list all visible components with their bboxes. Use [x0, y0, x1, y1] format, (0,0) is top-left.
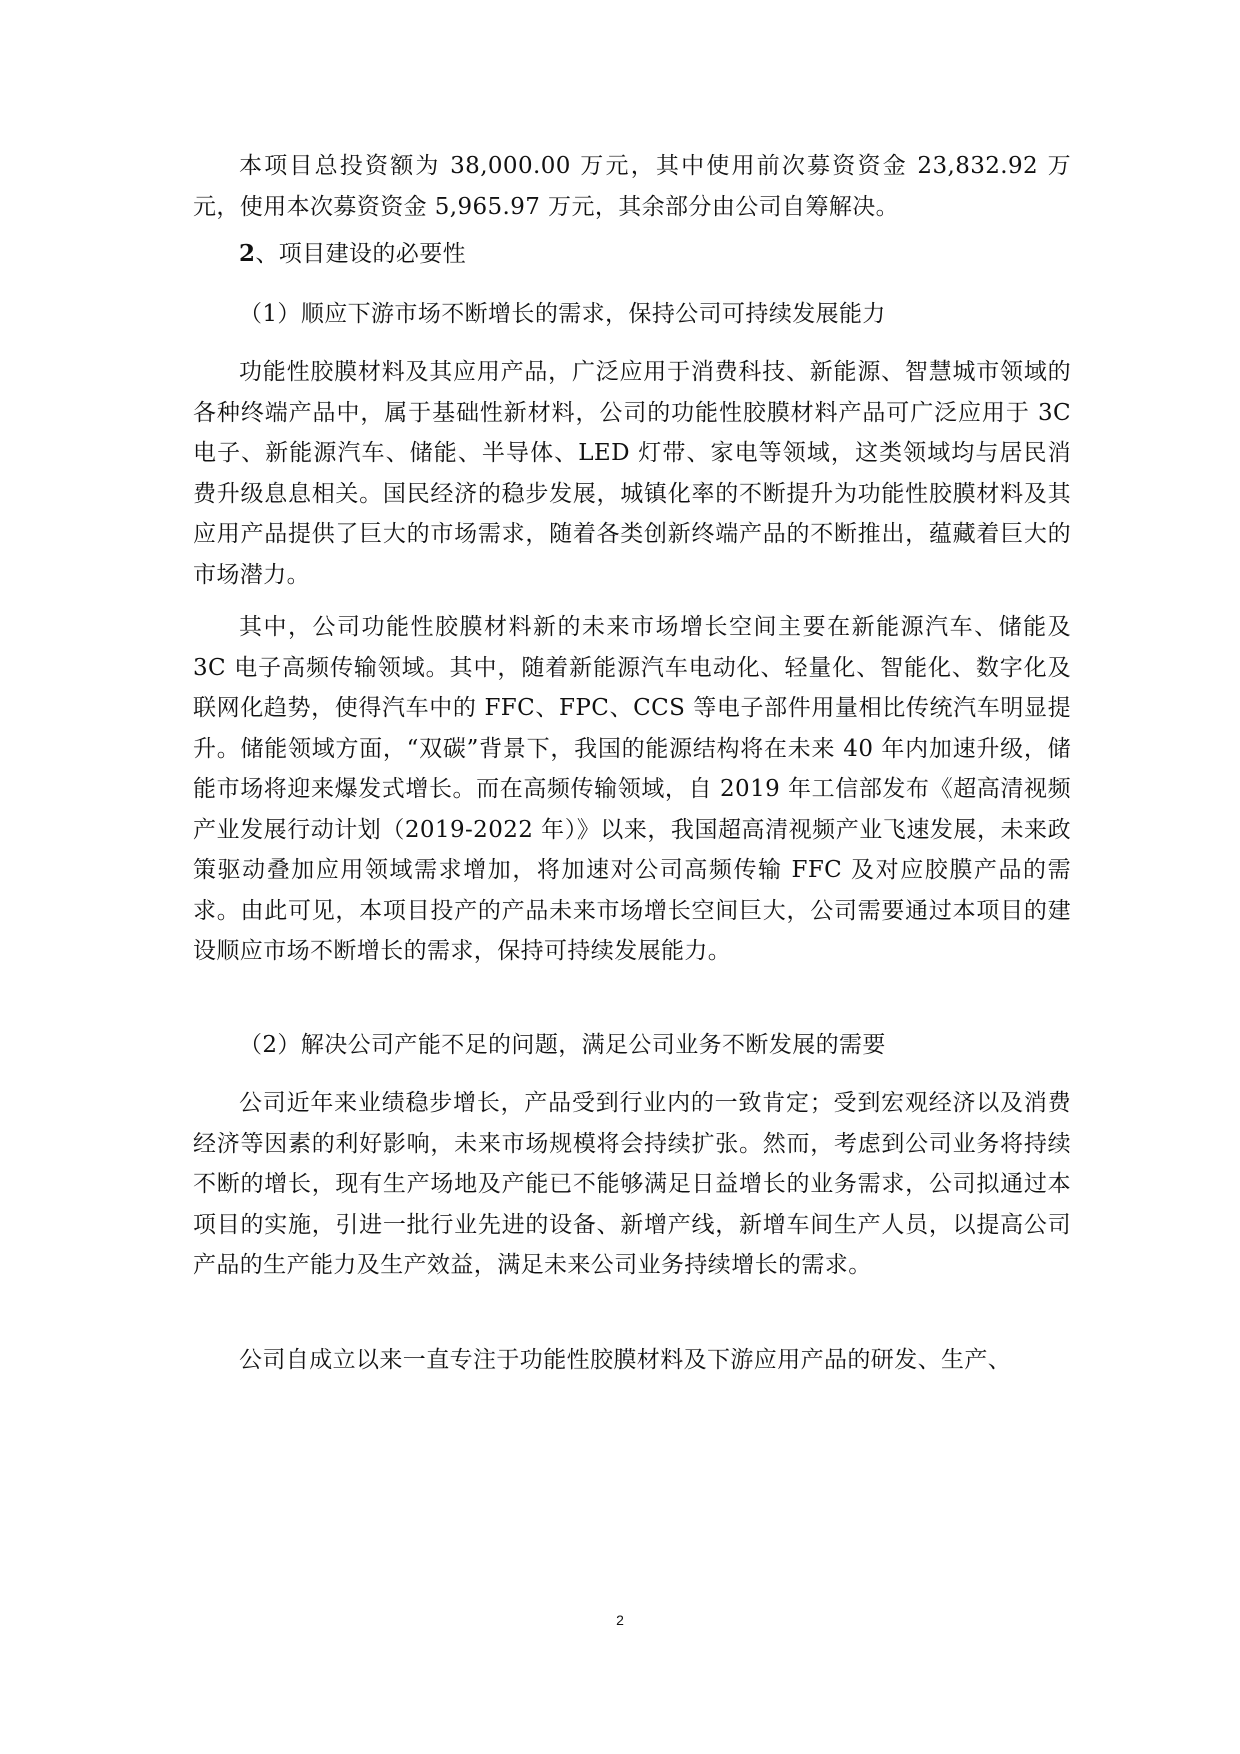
subheading-capacity: （2）解决公司产能不足的问题，满足公司业务不断发展的需要 — [239, 1032, 886, 1058]
market-paragraph-1: 功能性胶膜材料及其应用产品，广泛应用于消费科技、新能源、智慧城市领域的各种终端产品中，属于基础性新材料，公司的功能性胶膜材料产品可广泛应用于 3C 电子、新能源汽车、储能、半导体、LED 灯带、家电等领域，这类领域均与居民消费升级息息相关。国民经济的稳步发展，城镇化率的不断提升为功能性胶膜材料及其应用产品提供了巨大的市场需求，随着各类创新终端产品的不断推出，蕴藏着巨大的市场潜力。 — [193, 359, 1071, 588]
subheading-market-demand: （1）顺应下游市场不断增长的需求，保持公司可持续发展能力 — [239, 301, 886, 327]
market-paragraph-2: 其中，公司功能性胶膜材料新的未来市场增长空间主要在新能源汽车、储能及 3C 电子高频传输领域。其中，随着新能源汽车电动化、轻量化、智能化、数字化及联网化趋势，使得汽车中的 FFC、FPC、CCS 等电子部件用量相比传统汽车明显提升。储能领域方面，“双碳”背景下，我国的能源结构将在未来 40 年内加速升级，储能市场将迎来爆发式增长。而在高频传输领域，自 2019 年工信部发布《超高清视频产业发展行动计划（2019-2022 年）》以来，我国超高清视频产业飞速发展，未来政策驱动叠加应用领域需求增加，将加速对公司高频传输 FFC 及对应胶膜产品的需求。由此可见，本项目投产的产品未来市场增长空间巨大，公司需要通过本项目的建设顺应市场不断增长的需求，保持可持续发展能力。 — [193, 614, 1071, 964]
capacity-paragraph-1: 公司近年来业绩稳步增长，产品受到行业内的一致肯定；受到宏观经济以及消费经济等因素的利好影响，未来市场规模将会持续扩张。然而，考虑到公司业务将持续不断的增长，现有生产场地及产能已不能够满足日益增长的业务需求，公司拟通过本项目的实施，引进一批行业先进的设备、新增产线，新增车间生产人员，以提高公司产品的生产能力及生产效益，满足未来公司业务持续增长的需求。 — [193, 1090, 1071, 1278]
investment-paragraph: 本项目总投资额为 38,000.00 万元，其中使用前次募资资金 23,832.92 万元，使用本次募资资金 5,965.97 万元，其余部分由公司自筹解决。 — [193, 153, 1071, 220]
section-number: 2 — [239, 240, 256, 267]
page-number: 2 — [616, 1612, 624, 1628]
section-heading — [239, 234, 466, 274]
capacity-paragraph-2: 公司自成立以来一直专注于功能性胶膜材料及下游应用产品的研发、生产、 — [239, 1347, 1012, 1373]
section-title: 、项目建设的必要性 — [255, 241, 467, 267]
